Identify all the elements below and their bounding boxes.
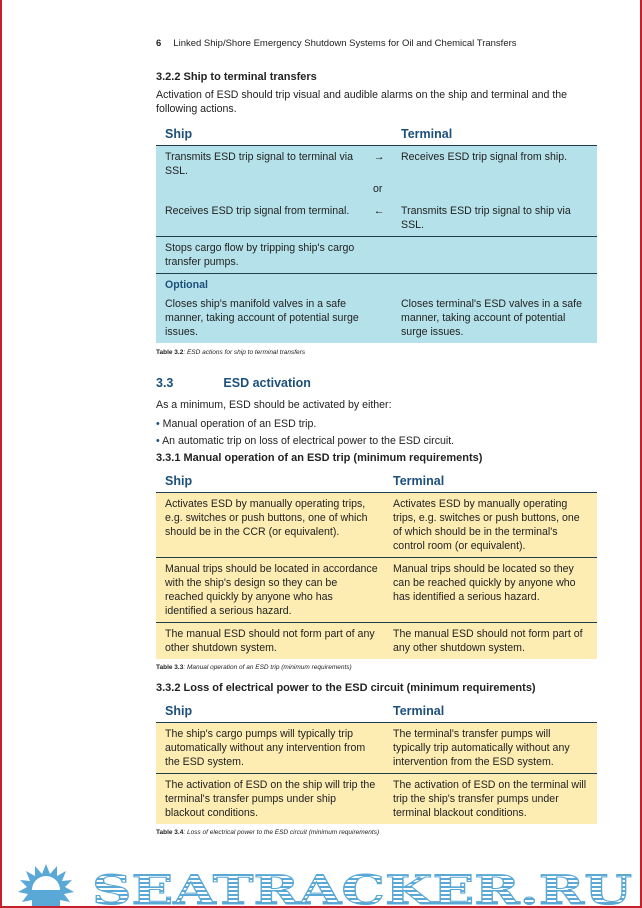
col-header-terminal: Terminal bbox=[401, 126, 453, 141]
table-row bbox=[156, 558, 597, 623]
arrow-left-icon: ← bbox=[373, 205, 385, 217]
table-row bbox=[156, 493, 597, 558]
running-title: Linked Ship/Shore Emergency Shutdown Systems for Oil and Chemical Transfers bbox=[173, 38, 517, 49]
section-heading-3-3-2: 3.3.2 Loss of electrical power to the ESD circuit (minimum requirements) bbox=[156, 682, 536, 694]
list-item: • Manual operation of an ESD trip. bbox=[156, 417, 597, 431]
cell: Closes ship's manifold valves in a safe manner, taking account of potential surge issues. bbox=[165, 298, 359, 338]
col-header-ship: Ship bbox=[165, 473, 193, 488]
table-row bbox=[156, 274, 597, 343]
col-header-ship: Ship bbox=[165, 126, 193, 141]
cell: The manual ESD should not form part of any other shutdown system. bbox=[393, 628, 583, 654]
table-caption: Table 3.3: Manual operation of an ESD trip (minimum requirements) bbox=[156, 664, 352, 671]
table-row bbox=[156, 774, 597, 824]
table-row bbox=[156, 237, 597, 274]
intro-paragraph: As a minimum, ESD should be activated by either: bbox=[156, 399, 392, 411]
cell: Activates ESD by manually operating trips, e.g. switches or push buttons, one of which should be in the CCR (or equivalent). bbox=[165, 498, 368, 538]
or-label: or bbox=[373, 183, 383, 195]
section-heading-3-2-2: 3.2.2 Ship to terminal transfers bbox=[156, 71, 317, 83]
cell: Transmits ESD trip signal to terminal via SSL. bbox=[165, 151, 353, 177]
page-content bbox=[156, 38, 597, 837]
cell: The activation of ESD on the ship will trip the terminal's transfer pumps under ship blackout conditions. bbox=[165, 779, 376, 819]
col-header-ship: Ship bbox=[165, 703, 193, 718]
cell: Receives ESD trip signal from terminal. bbox=[165, 205, 350, 217]
watermark-logo bbox=[0, 862, 642, 908]
svg-text:SEATRACKER.RU: SEATRACKER.RU bbox=[92, 867, 632, 908]
table-caption: Table 3.2: ESD actions for ship to terminal transfers bbox=[156, 349, 306, 356]
list-item: • An automatic trip on loss of electrical power to the ESD circuit. bbox=[156, 434, 597, 448]
sun-icon bbox=[18, 864, 74, 908]
intro-paragraph: Activation of ESD should trip visual and audible alarms on the ship and terminal and the following actions. bbox=[156, 89, 568, 115]
table-3-4 bbox=[156, 699, 597, 824]
table-3-2 bbox=[156, 122, 597, 343]
table-caption: Table 3.4: Loss of electrical power to the ESD circuit (minimum requirements) bbox=[156, 829, 380, 836]
cell: The manual ESD should not form part of any other shutdown system. bbox=[165, 628, 375, 654]
page-number: 6 bbox=[156, 38, 162, 49]
table-row bbox=[156, 146, 597, 237]
cell: Manual trips should be located so they can be reached quickly by anyone who has identified a serious hazard. bbox=[393, 563, 576, 603]
cell: The ship's cargo pumps will typically trip automatically without any intervention from the ESD system. bbox=[165, 728, 366, 768]
cell: The terminal's transfer pumps will typically trip automatically without any intervention from the ESD system. bbox=[393, 728, 570, 768]
section-heading-3-3-1: 3.3.1 Manual operation of an ESD trip (minimum requirements) bbox=[156, 452, 483, 464]
table-3-3 bbox=[156, 469, 597, 659]
cell: Receives ESD trip signal from ship. bbox=[401, 151, 568, 163]
col-header-terminal: Terminal bbox=[393, 703, 445, 718]
bullet-list bbox=[156, 417, 597, 448]
arrow-right-icon: → bbox=[373, 151, 385, 163]
cell: Manual trips should be located in accordance with the ship's design so they can be reached quickly by anyone who has identified a serious hazard. bbox=[165, 563, 378, 617]
cell: Transmits ESD trip signal to ship via SSL. bbox=[401, 205, 571, 231]
cell: Stops cargo flow by tripping ship's cargo transfer pumps. bbox=[165, 242, 355, 268]
cell: Closes terminal's ESD valves in a safe manner, taking account of potential surge issues. bbox=[401, 298, 583, 338]
running-header bbox=[156, 38, 597, 50]
optional-label: Optional bbox=[165, 279, 208, 291]
cell: Activates ESD by manually operating trips, e.g. switches or push buttons, one of which should be in the terminal's control room (or equivalent). bbox=[393, 498, 580, 552]
cell: The activation of ESD on the terminal will trip the ship's transfer pumps under terminal blackout conditions. bbox=[393, 779, 587, 819]
col-header-terminal: Terminal bbox=[393, 473, 445, 488]
table-row bbox=[156, 623, 597, 659]
section-heading-3-3: 3.3 ESD activation bbox=[156, 376, 311, 390]
table-row bbox=[156, 723, 597, 774]
